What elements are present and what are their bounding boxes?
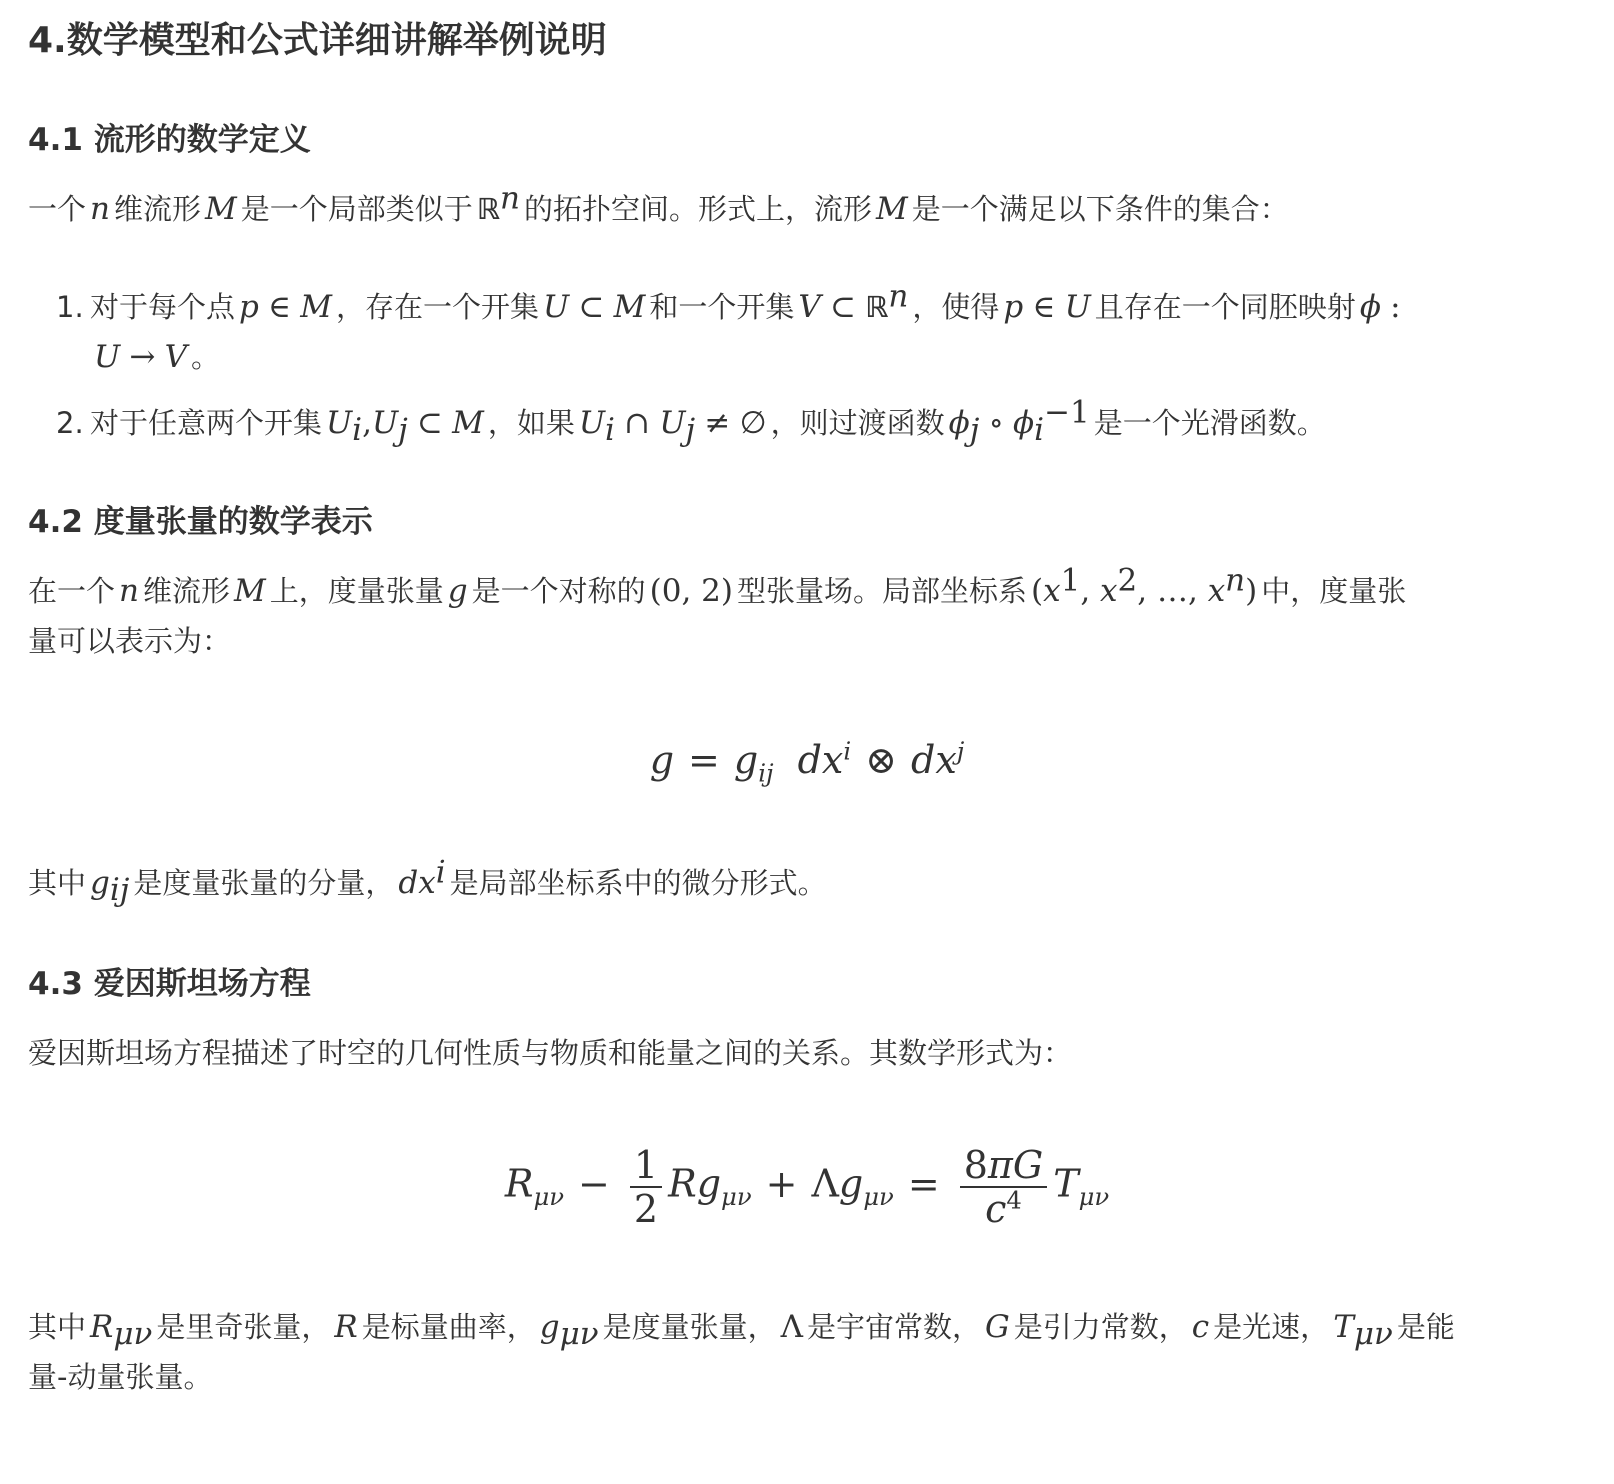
math-inline: U → V (94, 339, 187, 375)
list-item-continuation: U → V 。 (90, 332, 220, 382)
math-inline: c (1191, 1309, 1210, 1345)
section-4-3-intro: 爱因斯坦场方程描述了时空的几何性质与物质和能量之间的关系。其数学形式为： (28, 1036, 1073, 1070)
math-inline: (0, 2) (649, 573, 733, 609)
math-inline: M (234, 573, 266, 609)
equation-einstein-field: $R_{\mu\nu}$ − $\frac{1}{2}$ $Rg_{\mu\nu} + \Lambda g_{\mu\nu}$ = $\frac{8\pi G}{c^4}$ $T_{\mu\nu}$ (504, 1143, 1110, 1231)
math-inline: $U_i,U_j$ ⊂ M (326, 405, 484, 448)
math-inline: ϕ : (1359, 289, 1401, 325)
section-4-3-after: 其中 $R_{\mu\nu}$ 是里奇张量， R 是标量曲率， $g_{\mu\nu}$ 是度量张量， Λ 是宇宙常数， G 是引力常数， c 是光速， $T_{\mu\nu}$ 是能 (28, 1309, 1455, 1352)
math-inline: U ⊂ M (543, 289, 646, 325)
math-inline: V ⊂ ℝ$^n$ (798, 278, 909, 325)
page-title: 4.数学模型和公式详细讲解举例说明 (28, 20, 607, 61)
math-inline: p ∈ U (1003, 289, 1091, 325)
section-4-3-title: 4.3 爱因斯坦场方程 (28, 966, 311, 1002)
math-inline: M (205, 191, 237, 227)
math-inline: g (447, 573, 468, 609)
math-inline: $g_{\mu\nu}$ (539, 1309, 599, 1352)
list-item-number: 2. (56, 406, 84, 440)
math-inline: $U_i$ ∩ $U_j$ ≠ ∅ (578, 405, 767, 448)
math-inline: n (119, 573, 139, 609)
math-inline: $T_{\mu\nu}$ (1333, 1309, 1393, 1352)
fraction: $\frac{8\pi G}{c^4}$ (960, 1144, 1048, 1230)
section-4-3-after-cont: 量-动量张量。 (28, 1360, 213, 1394)
section-4-2-para: 在一个 n 维流形 M 上，度量张量 g 是一个对称的 (0, 2) 型张量场。局部坐标系 ($x^1$, $x^2$, …, $x^n$) 中，度量张 (28, 562, 1407, 609)
math-inline: ($x^1$, $x^2$, …, $x^n$) (1031, 562, 1258, 609)
math-inline: G (985, 1309, 1010, 1345)
math-inline: M (876, 191, 908, 227)
list-item-number: 1. (56, 290, 84, 324)
math-inline: p ∈ M (239, 289, 333, 325)
list-item: 对于每个点 p ∈ M ，存在一个开集 U ⊂ M 和一个开集 V ⊂ ℝ$^n$ ，使得 p ∈ U 且存在一个同胚映射 ϕ : (90, 282, 1405, 332)
section-4-1-intro: 一个 n 维流形 M 是一个局部类似于 ℝ$^n$ 的拓扑空间。形式上，流形 M 是一个满足以下条件的集合： (28, 180, 1289, 227)
section-4-2-after: 其中 $g_{ij}$ 是度量张量的分量， $dx^i$ 是局部坐标系中的微分形式。 (28, 854, 827, 908)
math-inline: Λ (780, 1309, 803, 1345)
math-inline: $R_{\mu\nu}$ (90, 1309, 153, 1352)
list-item: 对于任意两个开集 $U_i,U_j$ ⊂ M ，如果 $U_i$ ∩ $U_j$ ≠ ∅ ，则过渡函数 $\phi_j$ ∘ $\phi_i^{-1}$ 是一个光滑函数。 (90, 394, 1326, 448)
fraction: $\frac{1}{2}$ (630, 1144, 662, 1230)
math-inline: ℝ$^n$ (476, 180, 520, 226)
math-inline: n (90, 191, 110, 227)
math-inline: $g_{ij}$ (90, 865, 130, 908)
section-4-2-para-cont: 量可以表示为： (28, 624, 232, 658)
math-inline: $\phi_j$ ∘ $\phi_i^{-1}$ (948, 394, 1090, 448)
math-inline: R (334, 1309, 358, 1345)
math-inline: $dx^i$ (398, 854, 446, 901)
section-4-1-title: 4.1 流形的数学定义 (28, 122, 311, 158)
section-4-2-title: 4.2 度量张量的数学表示 (28, 504, 373, 540)
equation-metric-tensor: $g = g_{ij}$ $dx^i$ ⊗ $dx^j$ (649, 736, 965, 788)
